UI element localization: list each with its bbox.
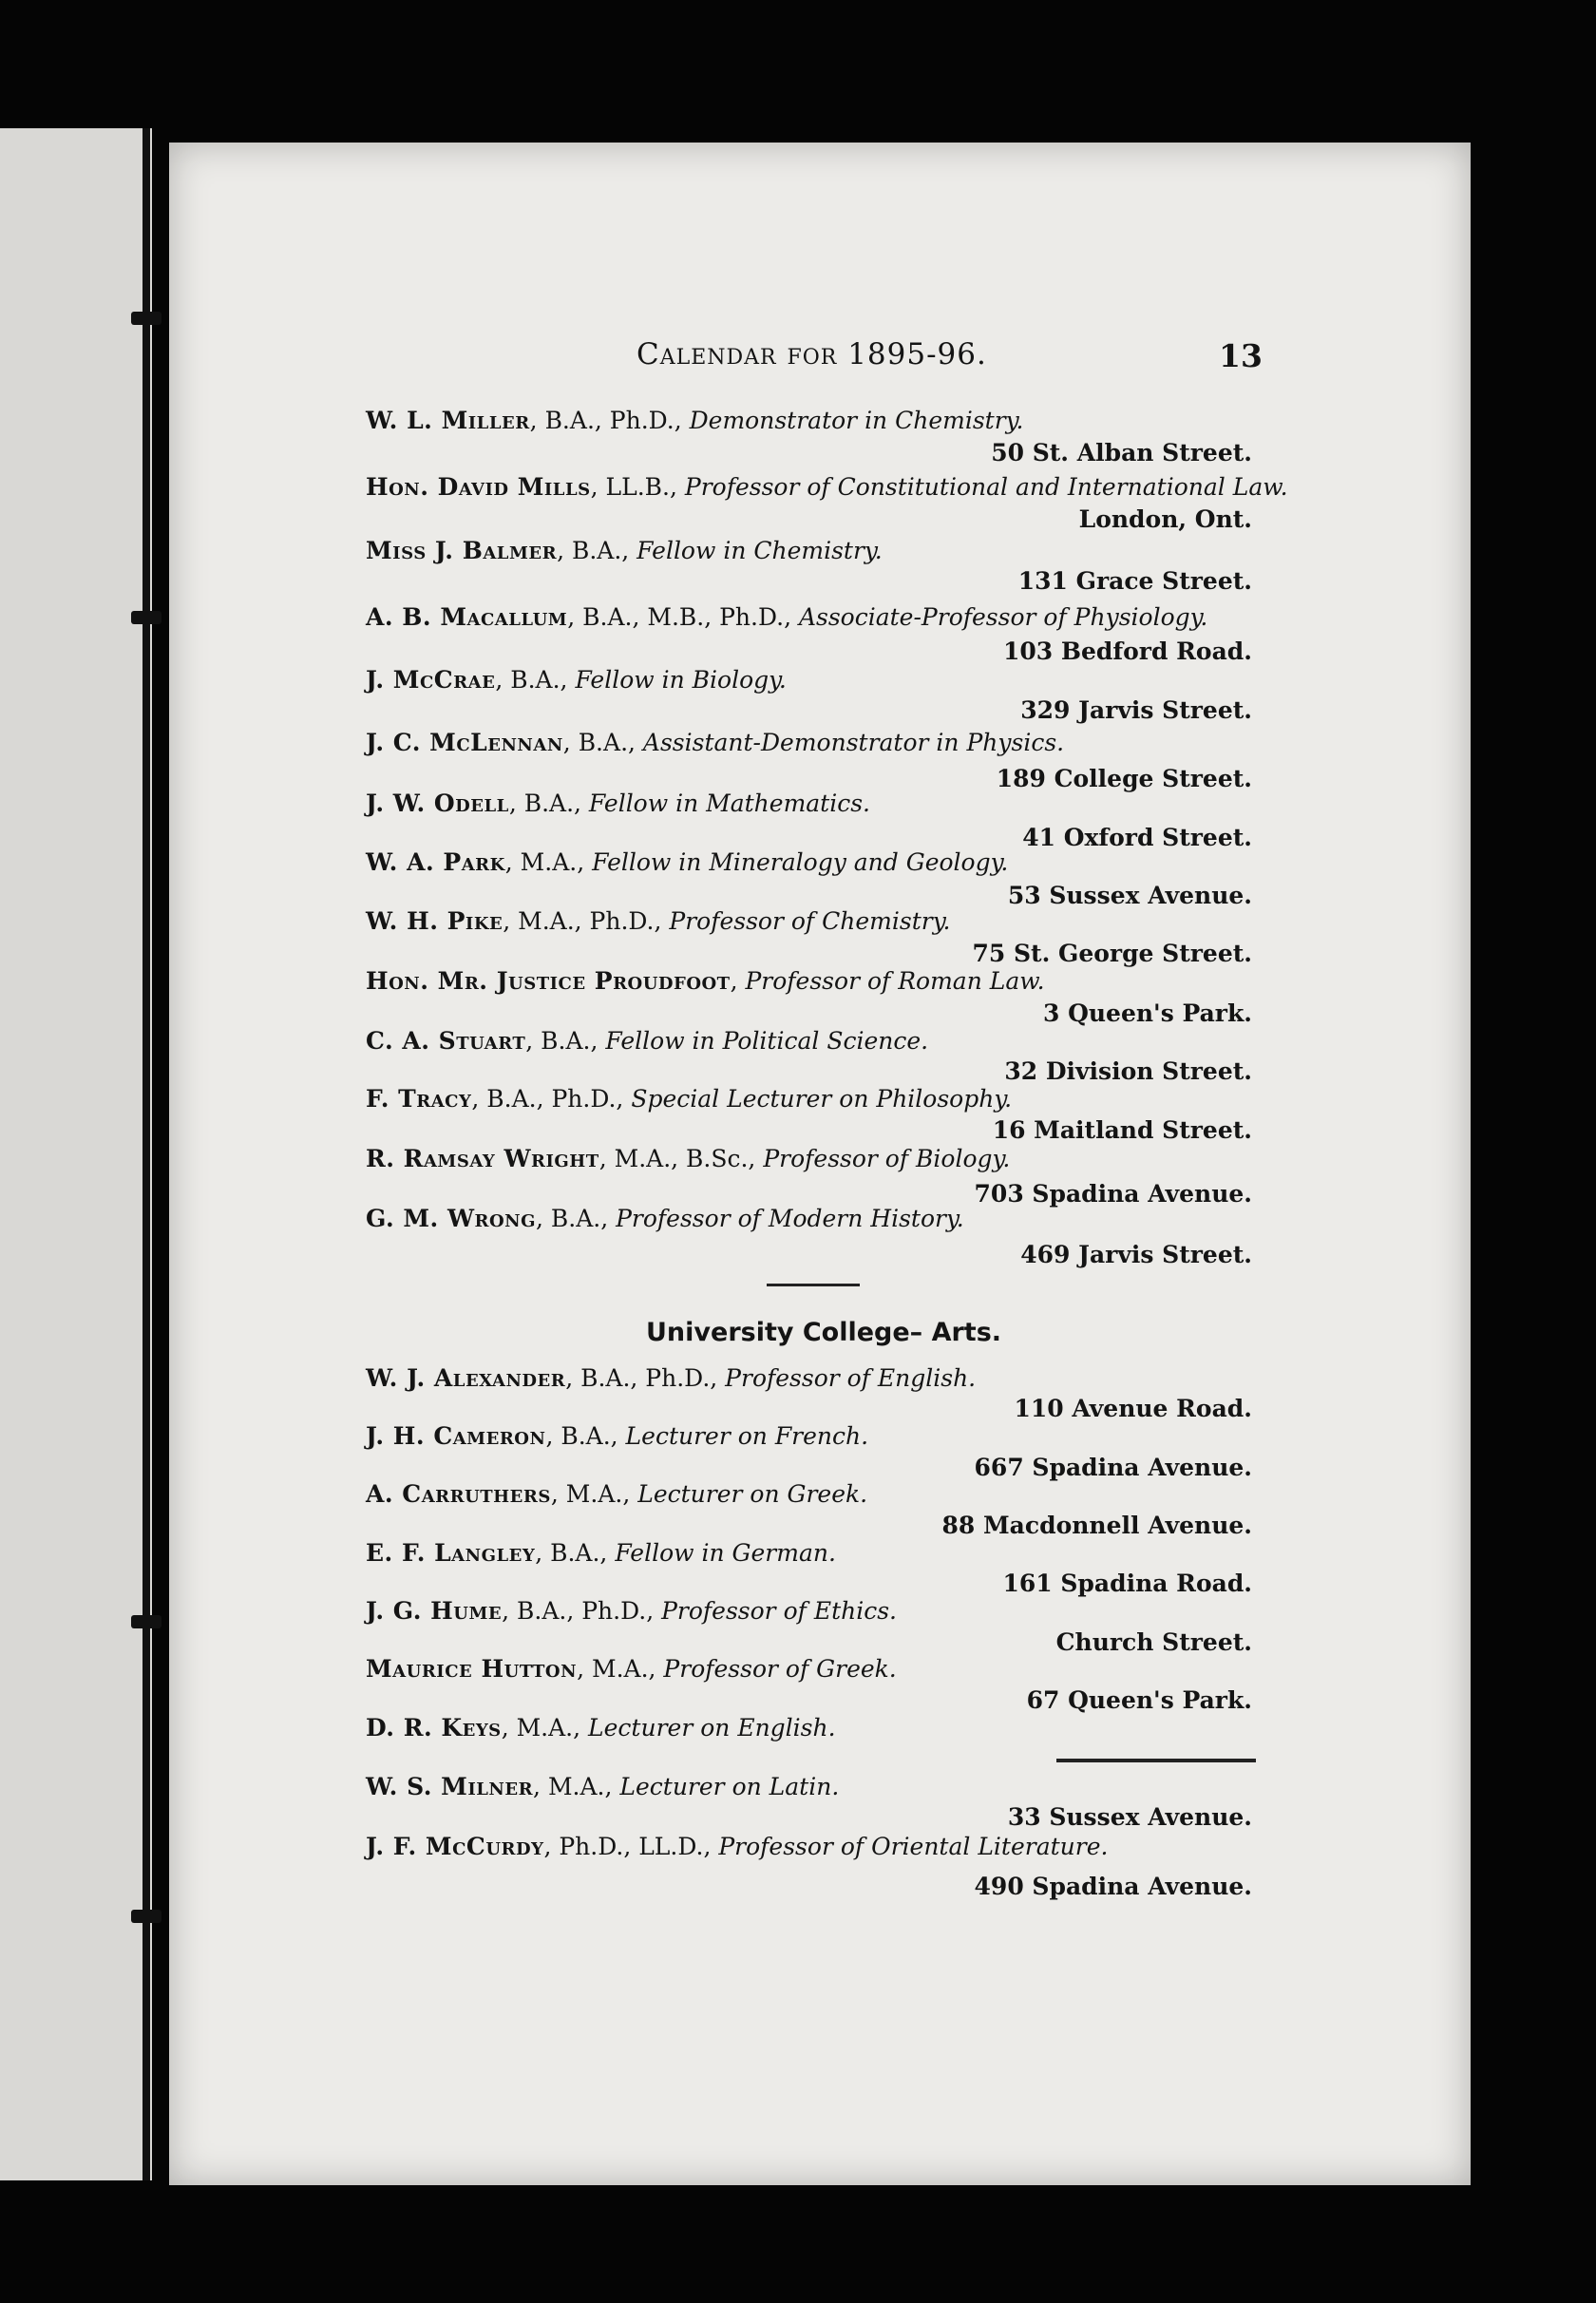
staff-qualifications: , B.A.,: [557, 537, 637, 564]
staff-name: W. H. Pike: [366, 907, 504, 935]
staff-qualifications: , B.A., Ph.D.,: [502, 1597, 662, 1625]
staff-qualifications: , B.A., Ph.D.,: [471, 1085, 632, 1113]
staff-name: W. A. Park: [366, 848, 505, 876]
staff-name: D. R. Keys: [366, 1714, 502, 1742]
staff-title: Fellow in Mineralogy and Geology.: [592, 848, 1009, 876]
section-divider: [767, 1284, 860, 1286]
entry-line: [366, 790, 870, 817]
staff-qualifications: , M.A.,: [533, 1773, 620, 1800]
staff-name: E. F. Langley: [366, 1539, 536, 1567]
entry-line: [366, 967, 1045, 995]
staff-title: Fellow in Chemistry.: [636, 537, 883, 564]
staff-qualifications: , M.A.,: [504, 848, 593, 876]
staff-title: Fellow in Political Science.: [605, 1027, 929, 1055]
entry-line: [366, 1539, 836, 1567]
staff-qualifications: , B.A.,: [495, 666, 576, 694]
staff-qualifications: , B.A.,: [545, 1422, 626, 1450]
staff-address: 41 Oxford Street.: [1022, 824, 1252, 851]
staff-title: Professor of Roman Law.: [745, 967, 1045, 995]
staff-name: Hon. Mr. Justice Proudfoot: [366, 967, 731, 995]
staff-qualifications: , B.A., Ph.D.,: [529, 407, 690, 434]
staff-title: Professor of Oriental Literature.: [718, 1833, 1109, 1860]
staff-title: Lecturer on Greek.: [637, 1480, 868, 1508]
staff-address: 110 Avenue Road.: [1014, 1395, 1252, 1422]
staff-name: J. W. Odell: [366, 790, 509, 817]
staff-title: Professor of Chemistry.: [669, 907, 951, 935]
entry-line: [366, 407, 1023, 434]
entry-line: [366, 1714, 836, 1742]
staff-address: 53 Sussex Avenue.: [1007, 882, 1252, 909]
staff-name: C. A. Stuart: [366, 1027, 526, 1055]
staff-name: F. Tracy: [366, 1085, 472, 1113]
entry-line: [366, 1085, 1012, 1113]
entry-line: [366, 1145, 1010, 1172]
staff-qualifications: , M.A.,: [550, 1480, 638, 1508]
section-title: University College– Arts.: [646, 1318, 1002, 1347]
entry-line: [366, 1364, 976, 1392]
staff-title: Special Lecturer on Philosophy.: [631, 1085, 1013, 1113]
staff-title: Demonstrator in Chemistry.: [689, 407, 1024, 434]
staff-address: 490 Spadina Avenue.: [974, 1873, 1252, 1900]
staff-qualifications: , M.A.,: [577, 1655, 664, 1683]
staff-address: 88 Macdonnell Avenue.: [941, 1512, 1252, 1539]
entry-line: [366, 729, 1064, 756]
page-number: 13: [1219, 337, 1263, 374]
staff-name: J. G. Hume: [366, 1597, 503, 1625]
page-header: Calendar for 1895-96.: [636, 337, 987, 371]
staff-qualifications: , B.A.,: [525, 1027, 606, 1055]
staff-address: 50 St. Alban Street.: [991, 439, 1252, 466]
staff-qualifications: , M.A., Ph.D.,: [503, 907, 670, 935]
staff-qualifications: , LL.B.,: [590, 473, 685, 501]
staff-name: J. F. McCurdy: [366, 1833, 544, 1860]
entry-line: [366, 848, 1008, 876]
entry-line: [366, 1773, 839, 1800]
staff-name: G. M. Wrong: [366, 1205, 536, 1232]
entry-line: [366, 1655, 897, 1683]
staff-title: Fellow in German.: [615, 1539, 836, 1567]
staff-title: Assistant-Demonstrator in Physics.: [642, 729, 1065, 756]
staff-qualifications: ,: [730, 967, 746, 995]
staff-qualifications: , B.A.,: [536, 1205, 617, 1232]
staff-qualifications: , M.A., B.Sc.,: [598, 1145, 764, 1172]
staff-address: Church Street.: [1055, 1628, 1252, 1656]
staff-address: 189 College Street.: [996, 765, 1252, 792]
staff-address: 161 Spadina Road.: [1002, 1570, 1252, 1597]
staff-title: Professor of Constitutional and International Law.: [684, 473, 1288, 501]
staff-address: 329 Jarvis Street.: [1020, 696, 1252, 724]
staff-qualifications: , B.A., Ph.D.,: [565, 1364, 726, 1392]
staff-address: 667 Spadina Avenue.: [974, 1454, 1252, 1481]
staff-address: 103 Bedford Road.: [1002, 638, 1252, 665]
staff-title: Professor of English.: [725, 1364, 977, 1392]
entry-line: [366, 666, 787, 694]
entry-line: [366, 603, 1207, 631]
staff-name: W. S. Milner: [366, 1773, 534, 1800]
entry-line: [366, 1027, 928, 1055]
staff-title: Associate-Professor of Physiology.: [798, 603, 1208, 631]
staff-name: Maurice Hutton: [366, 1655, 578, 1683]
staff-name: A. B. Macallum: [366, 603, 568, 631]
staff-name: A. Carruthers: [366, 1480, 551, 1508]
staff-name: Miss J. Balmer: [366, 537, 558, 564]
entry-line: [366, 907, 950, 935]
staff-address: 131 Grace Street.: [1017, 567, 1252, 595]
staff-name: W. J. Alexander: [366, 1364, 566, 1392]
staff-qualifications: , B.A.,: [535, 1539, 616, 1567]
staff-title: Lecturer on English.: [588, 1714, 836, 1742]
staff-title: Lecturer on French.: [625, 1422, 869, 1450]
staff-qualifications: , B.A., M.B., Ph.D.,: [567, 603, 799, 631]
staff-address: 67 Queen's Park.: [1026, 1686, 1252, 1714]
staff-title: Professor of Modern History.: [616, 1205, 964, 1232]
entry-line: [366, 1597, 897, 1625]
staff-title: Fellow in Mathematics.: [588, 790, 871, 817]
entry-line: [366, 1205, 964, 1232]
staff-address: 16 Maitland Street.: [992, 1116, 1252, 1144]
staff-qualifications: , B.A.,: [562, 729, 643, 756]
staff-name: J. C. McLennan: [366, 729, 563, 756]
staff-qualifications: , Ph.D., LL.D.,: [543, 1833, 719, 1860]
entry-line: [366, 1833, 1108, 1860]
staff-address: 469 Jarvis Street.: [1020, 1241, 1252, 1268]
staff-name: J. H. Cameron: [366, 1422, 546, 1450]
entry-line: [366, 473, 1288, 501]
staff-address: 75 St. George Street.: [972, 940, 1252, 967]
staff-name: J. McCrae: [366, 666, 496, 694]
staff-address: 33 Sussex Avenue.: [1007, 1803, 1252, 1831]
staff-address: London, Ont.: [1078, 505, 1252, 533]
staff-address: 32 Division Street.: [1004, 1057, 1252, 1085]
staff-title: Fellow in Biology.: [575, 666, 787, 694]
staff-title: Professor of Biology.: [763, 1145, 1011, 1172]
staff-title: Professor of Ethics.: [661, 1597, 897, 1625]
entry-line: [366, 537, 883, 564]
staff-name: W. L. Miller: [366, 407, 530, 434]
entry-line: [366, 1480, 867, 1508]
staff-name: Hon. David Mills: [366, 473, 591, 501]
staff-name: R. Ramsay Wright: [366, 1145, 599, 1172]
bottom-divider: [1056, 1759, 1256, 1762]
staff-qualifications: , B.A.,: [508, 790, 589, 817]
staff-address: 3 Queen's Park.: [1043, 999, 1252, 1027]
staff-qualifications: , M.A.,: [501, 1714, 589, 1742]
staff-title: Lecturer on Latin.: [619, 1773, 840, 1800]
staff-address: 703 Spadina Avenue.: [974, 1180, 1252, 1208]
entry-line: [366, 1422, 868, 1450]
staff-title: Professor of Greek.: [663, 1655, 897, 1683]
